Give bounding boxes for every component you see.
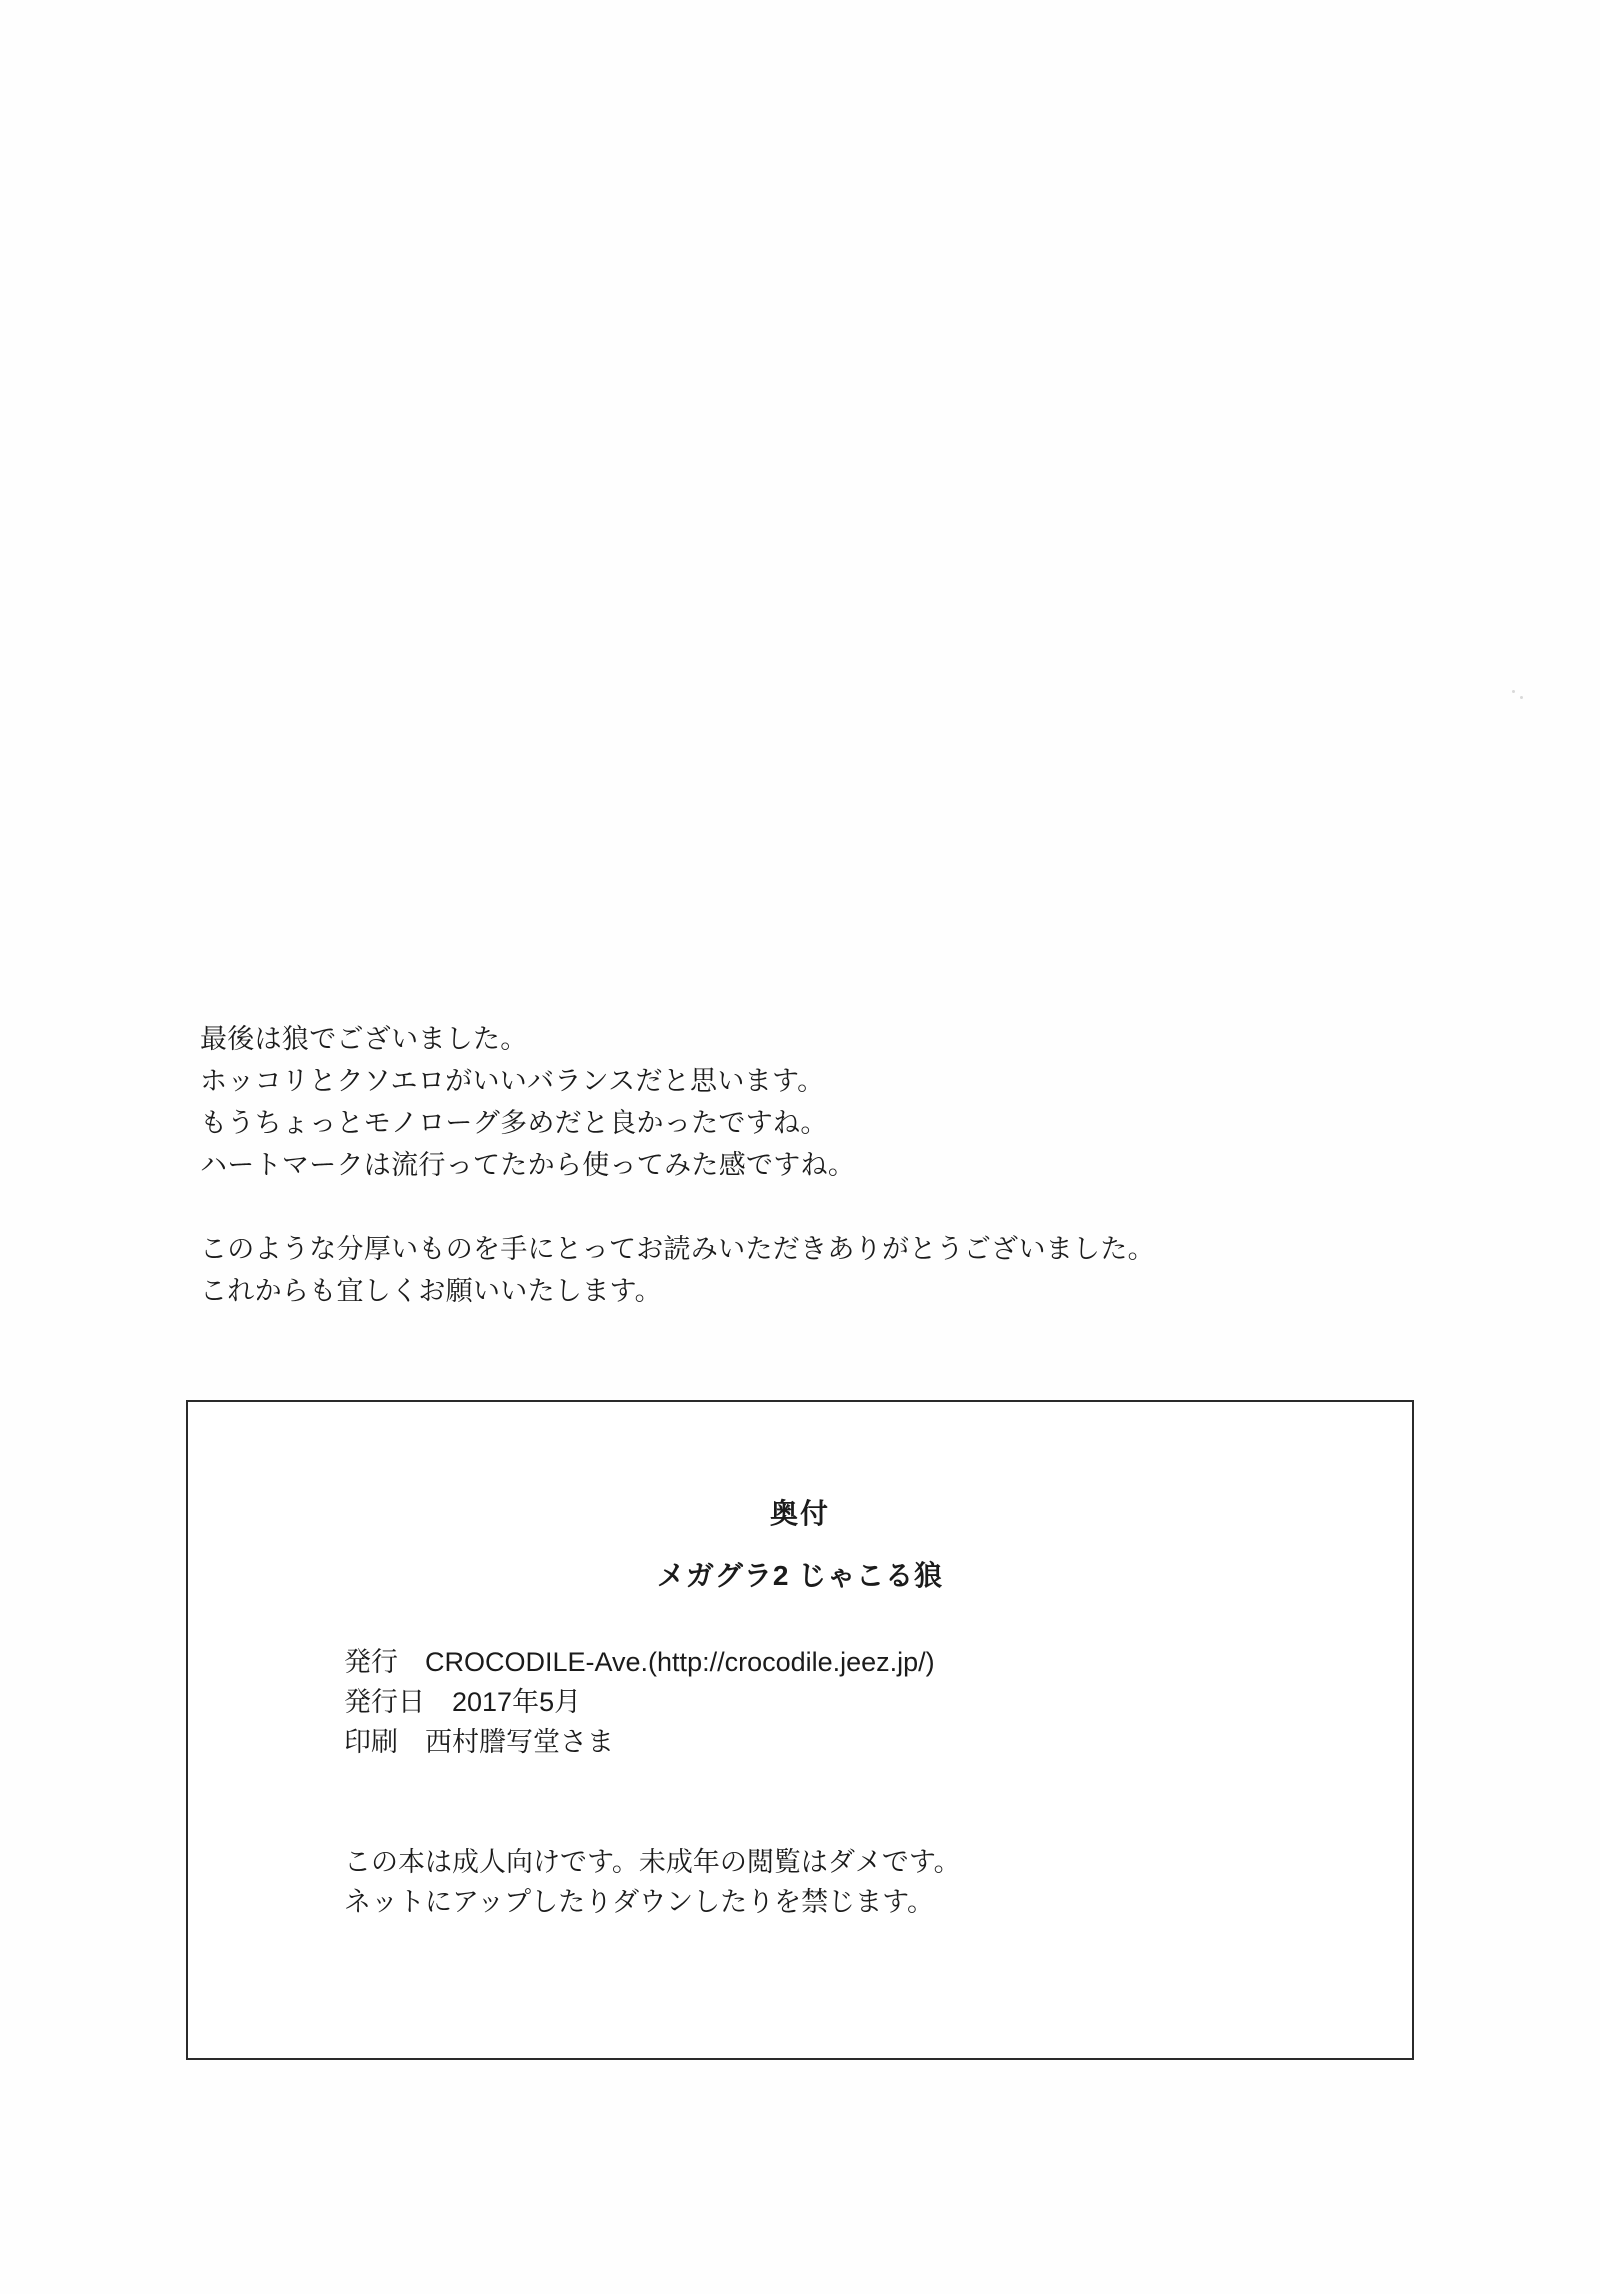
afterword-closing-line: これからも宜しくお願いいたします。 (200, 1276, 662, 1306)
colophon-entry-date: 発行日 2017年5月 (344, 1687, 582, 1717)
colophon-entry-publisher: 発行 CROCODILE-Ave.(http://crocodile.jeez.jp/) (344, 1647, 935, 1677)
afterword-text (200, 1018, 1400, 1312)
colophon-entries (344, 1642, 1304, 1762)
afterword-line: ハートマークは流行ってたから使ってみた感ですね。 (200, 1150, 856, 1180)
colophon-entry-printer: 印刷 西村謄写堂さま (344, 1727, 614, 1757)
afterword-line: ホッコリとクソエロがいいバランスだと思います。 (200, 1066, 825, 1096)
colophon-notice-redistribution: ネットにアップしたりダウンしたりを禁じます。 (344, 1887, 934, 1917)
afterword-line: 最後は狼でございました。 (200, 1024, 528, 1054)
colophon-box (186, 1400, 1414, 2060)
colophon-notice-adult: この本は成人向けです。未成年の閲覧はダメです。 (344, 1847, 961, 1877)
afterword-closing-line: このような分厚いものを手にとってお読みいただきありがとうございました。 (200, 1234, 1155, 1264)
colophon-notices (344, 1842, 1304, 1922)
afterword-line: もうちょっとモノローグ多めだと良かったですね。 (200, 1108, 828, 1138)
paper-speck (1512, 690, 1515, 693)
paragraph-spacer (200, 1186, 1400, 1228)
paper-speck (1520, 696, 1523, 699)
colophon-work-title: メガグラ2 じゃこる狼 (656, 1560, 944, 1591)
colophon-heading: 奥付 (769, 1498, 830, 1529)
